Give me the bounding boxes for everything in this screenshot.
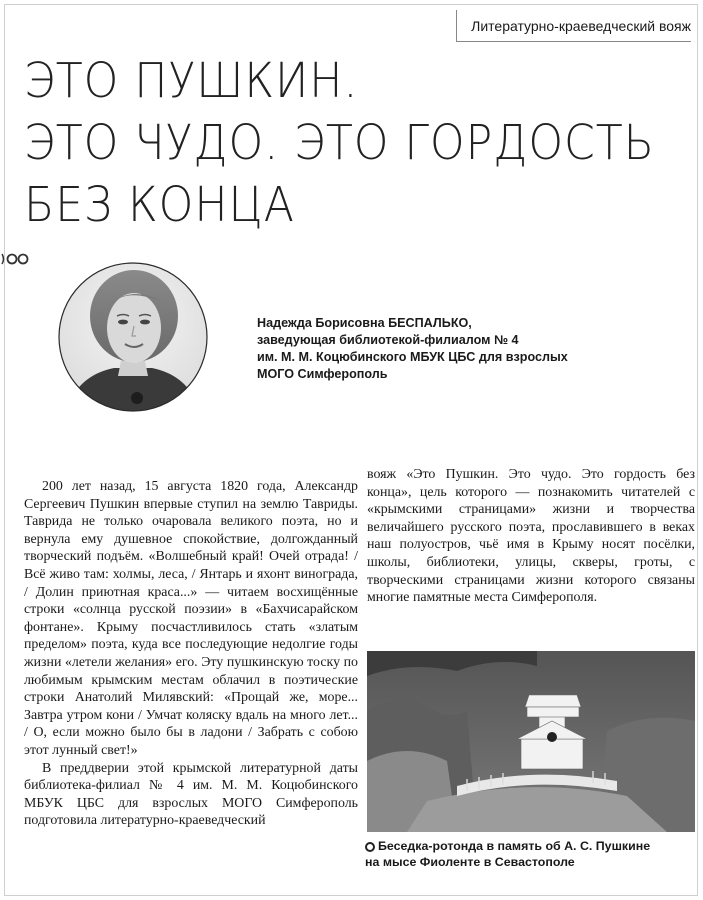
caption-text: Беседка-ротонда в память об А. С. Пушкине: [378, 839, 651, 853]
photo-caption: [365, 838, 695, 870]
headline-line-1: ЭТО ПУШКИН.: [24, 53, 359, 109]
rotunda-photo: [367, 651, 695, 832]
caption-line-2: на мысе Фиоленте в Севастополе: [365, 855, 575, 869]
article-column-right: [367, 466, 695, 607]
byline-position: заведующая библиотекой-филиалом № 4: [257, 333, 519, 347]
author-portrait: [24, 258, 242, 416]
article-column-left: [24, 478, 358, 830]
bullet-icon: [365, 842, 375, 852]
headline-line-3: БЕЗ КОНЦА: [24, 177, 295, 233]
byline-name: Надежда Борисовна БЕСПАЛЬКО,: [257, 316, 472, 330]
article-paragraph: вояж «Это Пушкин. Это чудо. Это гордость без конца», цель которого — познакомить читателей с «крымскими страницами» жизни и творчества величайшего русского поэта, прославившего в веках наш полуостров, чьё имя в Крыму носят посёлки, школы, библиотеки, улицы, скверы, гроты, с творческими страницами жизни которого связаны многие памятные места Симферополя.: [367, 467, 695, 606]
byline-city: МОГО Симферополь: [257, 367, 388, 381]
article-paragraph: В преддверии этой крымской литературной даты библиотека-филиал № 4 им. М. М. Коцюбинского МБУК ЦБС для взрослых МОГО Симферополь подготовила литературно-краеведческий: [24, 760, 358, 829]
headline-line-2: ЭТО ЧУДО. ЭТО ГОРДОСТЬ: [24, 115, 655, 171]
article-paragraph: 200 лет назад, 15 августа 1820 года, Александр Сергеевич Пушкин впервые ступил на землю Тавриды. Таврида не только очаровала великого поэта, но и вернула ему душевное спокойствие, долгожданный творческий подъём. «Волшебный край! Очей отрада! / Всё живо там: холмы, леса, / Янтарь и яхонт винограда, / Долин приютная краса...» — читаем восхищённые строки «солнца русской поэзии» в «Бахчисарайском фонтане». Крыму посчастливилось стать «златым пределом» поэта, куда все последующие недолгие годы жизни «летели желания» его. Эту пушкинскую тоску по любимым крымским местам облачил в поэтические строки Анатолий Милявский: «Прощай же, море... Завтра утром кони / Умчат коляску вдаль на много лет... / О, если можно было бы в ладони / Забрать с собою этот лунный свет!»: [24, 479, 358, 758]
author-byline: [257, 315, 677, 383]
headline: [24, 50, 655, 236]
section-rubric: Литературно-краеведческий вояж: [456, 10, 691, 42]
caption-line-1: [365, 838, 695, 854]
byline-organization: им. М. М. Коцюбинского МБУК ЦБС для взрослых: [257, 350, 568, 364]
